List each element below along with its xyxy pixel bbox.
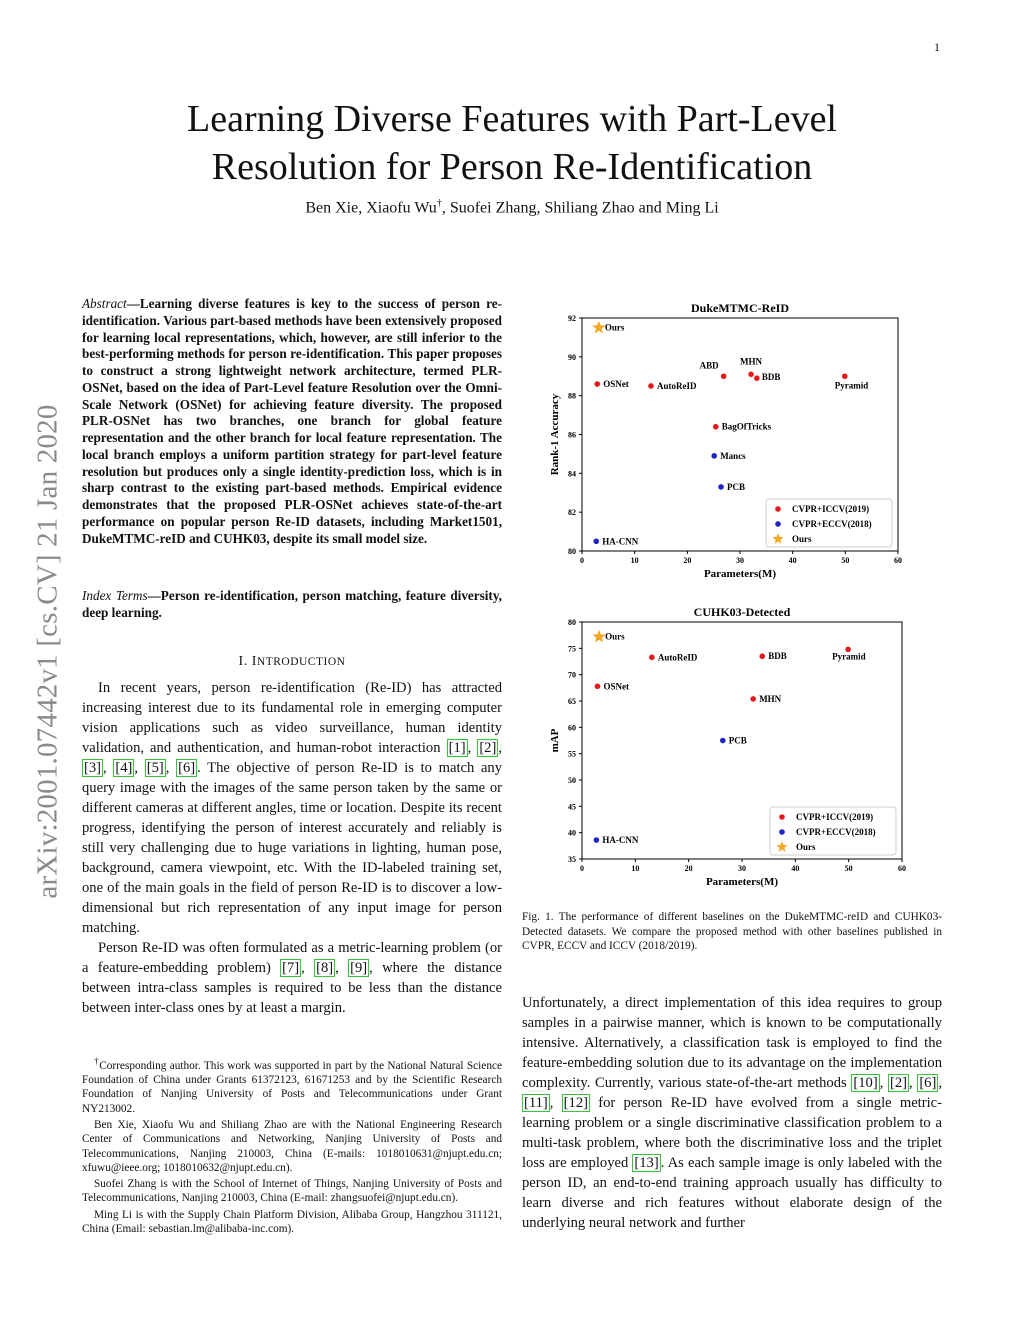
y-axis-label: Rank-1 Accuracy <box>549 393 561 476</box>
data-label: Ours <box>604 322 625 333</box>
data-label: HA-CNN <box>602 536 639 547</box>
y-tick-label: 84 <box>568 469 576 479</box>
data-point <box>720 738 726 744</box>
data-point <box>759 653 765 659</box>
data-label: HA-CNN <box>602 835 639 846</box>
legend-label: Ours <box>796 842 816 852</box>
data-point <box>648 383 654 389</box>
y-tick-label: 60 <box>568 723 576 733</box>
dagger-mark: † <box>436 198 442 209</box>
x-tick-label: 30 <box>736 556 744 565</box>
chart-dukemtmc <box>549 301 902 580</box>
authors-first: Ben Xie, Xiaofu Wu <box>305 199 437 217</box>
citation-link[interactable]: [6] <box>178 760 196 776</box>
citation-link[interactable]: [10] <box>853 1075 878 1091</box>
intro-paragraph-1: In recent years, person re-identification (Re-ID) has attracted increasing interest due to its fundamental role in emerging computer vision applications such as video surveillance, human identity validation, and authentication, and human-robot interaction [1] , [2] , [3] , [4] , [5] , [6] . The objective of person Re-ID is to match any query image with the images of the same person taken by the same or different cameras at different angles, time or location. Despite its recent progress, identifying the person of interest accurately and reliably is still very challenging due to huge variations in lighting, human pose, background, camera viewpoint, etc. With the ID-labeled training set, one of the main goals in the field of person Re-ID is to discover a low-dimensional but rich representation of any input image for person matching. <box>82 680 503 936</box>
y-tick-label: 35 <box>568 855 576 864</box>
data-point-ours <box>592 630 605 643</box>
data-label: MHN <box>759 693 782 704</box>
footnote-corresponding: †Corresponding author. This work was supported in part by the National Natural Science Foundation of China under Grants 61372123, 61671253 and by the Scientific Research Foundation of Nanjing University of Posts and Telecommunications under Grant NY213002. <box>82 1057 502 1115</box>
chart-title: CUHK03-Detected <box>693 605 791 619</box>
data-label: BDB <box>768 651 787 662</box>
data-point <box>595 683 601 689</box>
data-point <box>649 654 655 660</box>
y-tick-label: 80 <box>568 547 576 556</box>
x-tick-label: 20 <box>684 864 693 873</box>
legend-label: CVPR+ICCV(2019) <box>792 504 870 514</box>
x-tick-label: 0 <box>580 864 584 873</box>
footnotes <box>82 1055 502 1238</box>
abstract-label: Abstract <box>82 296 127 311</box>
y-tick-label: 70 <box>568 670 576 680</box>
citation-link[interactable]: [8] <box>316 960 334 976</box>
data-point-ours <box>592 321 605 334</box>
x-tick-label: 60 <box>894 556 902 565</box>
y-tick-label: 50 <box>568 776 576 785</box>
data-point <box>842 373 848 379</box>
y-tick-label: 65 <box>568 697 576 706</box>
index-terms <box>82 588 502 622</box>
introduction-body <box>82 678 502 1018</box>
abstract <box>82 296 502 547</box>
legend-label: Ours <box>792 534 812 544</box>
y-tick-label: 45 <box>568 802 576 812</box>
index-terms-text: —Person re-identification, person matching, feature diversity, deep learning. <box>82 588 502 620</box>
data-point <box>721 373 727 379</box>
data-point <box>593 538 599 544</box>
y-tick-label: 75 <box>568 644 576 654</box>
legend-marker <box>779 829 785 835</box>
legend-marker <box>775 506 781 512</box>
citation-link[interactable]: [4] <box>115 760 133 776</box>
citation-link[interactable]: [12] <box>563 1095 588 1111</box>
legend-label: CVPR+ECCV(2018) <box>796 827 876 837</box>
x-tick-label: 50 <box>841 556 850 565</box>
data-label: MHN <box>740 356 763 367</box>
data-label: OSNet <box>603 681 629 692</box>
y-tick-label: 90 <box>568 352 576 362</box>
citation-link[interactable]: [13] <box>634 1155 659 1171</box>
citation-link[interactable]: [1] <box>448 740 466 756</box>
data-point <box>713 424 719 430</box>
footnote-affiliation-1: Ben Xie, Xiaofu Wu and Shiliang Zhao are with the National Engineering Research Center of Communications and Networking, Nanjing University of Posts and Telecommunications, Nanjing 210003, China (E-mails: 1018010631@njupt.edu.cn; xfuwu@ieee.org; 1018010632@njupt.edu.cn). <box>82 1118 502 1174</box>
data-label: Pyramid <box>832 651 866 662</box>
data-label: AutoReID <box>657 652 698 663</box>
legend-marker <box>775 521 781 527</box>
y-tick-label: 82 <box>568 508 576 518</box>
data-point <box>754 375 760 381</box>
citation-link[interactable]: [5] <box>146 760 164 776</box>
authors-rest: , Suofei Zhang, Shiliang Zhao and Ming Li <box>441 199 719 217</box>
citation-link[interactable]: [6] <box>919 1075 937 1091</box>
data-point <box>594 837 600 843</box>
legend-marker <box>779 814 785 820</box>
data-label: OSNet <box>603 379 629 390</box>
x-tick-label: 10 <box>630 556 639 565</box>
citation-link[interactable]: [2] <box>889 1075 908 1091</box>
x-tick-label: 10 <box>631 864 640 873</box>
y-tick-label: 80 <box>568 618 576 627</box>
data-point <box>711 453 717 459</box>
data-label: BagOfTricks <box>721 421 772 432</box>
citation-link[interactable]: [2] <box>479 740 497 756</box>
author-list <box>0 198 1024 217</box>
y-tick-label: 86 <box>568 430 576 440</box>
data-point <box>718 484 724 490</box>
data-point <box>748 372 754 378</box>
citation-link[interactable]: [3] <box>84 760 102 776</box>
footnote-affiliation-3: Ming Li is with the Supply Chain Platform Division, Alibaba Group, Hangzhou 311121, China (Email: sebastian.lm@alibaba-inc.com). <box>82 1208 502 1236</box>
right-column-body: Unfortunately, a direct implementation of this idea requires to group samples in a pairwise manner, which is known to be computationally intensive. Alternatively, a classification task is employed to find the feature-embedding solution due to its advantage on the implementation complexity. Currently, various state-of-the-art methods [10] , [2] , [6] , [11] , [12] for person Re-ID have evolved from a single metric-learning problem or a single discriminative classification problem to a multi-task problem, where both the discriminative loss and the triplet loss are employed [13] . As each sample image is only labeled with the person ID, an end-to-end training approach usually has difficulty to learn diverse and rich features without elaborate design of the underlying neural network and further <box>522 995 942 1231</box>
section-heading-introduction: I. INTRODUCTION <box>238 654 346 669</box>
data-label: Ours <box>605 631 625 642</box>
data-label: ABD <box>699 360 719 371</box>
data-label: BDB <box>761 372 781 383</box>
y-tick-label: 40 <box>568 828 576 838</box>
page-number: 1 <box>934 40 940 54</box>
data-label: PCB <box>727 481 746 492</box>
x-tick-label: 20 <box>683 556 692 565</box>
legend-label: CVPR+ECCV(2018) <box>792 519 872 529</box>
y-axis-label: mAP <box>549 728 561 753</box>
data-label: Pyramid <box>834 380 869 391</box>
paper-title <box>0 95 1024 191</box>
title-line-1: Learning Diverse Features with Part-Level <box>187 98 837 140</box>
data-label: PCB <box>728 735 747 746</box>
x-tick-label: 0 <box>580 556 584 565</box>
figure-1 <box>545 296 915 896</box>
data-point <box>750 696 756 702</box>
data-label: Mancs <box>720 450 746 461</box>
abstract-text: —Learning diverse features is key to the success of person re-identification. Various part-based methods have been extensively proposed for learning local representations, which, however, are still inferior to the best-performing methods for person re-identification. This paper proposes to construct a strong lightweight network architecture, termed PLR-OSNet, based on the idea of Part-Level feature Resolution over the Omni-Scale Network (OSNet) for achieving feature diversity. The proposed PLR-OSNet has two branches, one branch for global feature representation and the other branch for local feature representation. The local branch employs a uniform partition strategy for part-level feature resolution but produces only a single identity-prediction loss, which is in sharp contrast to the existing part-based methods. Empirical evidence demonstrates that the proposed PLR-OSNet achieves state-of-the-art performance on popular person Re-ID datasets, including Market1501, DukeMTMC-reID and CUHK03, despite its small model size. <box>82 296 502 546</box>
chart-title: DukeMTMC-ReID <box>691 301 789 315</box>
x-axis-label: Parameters(M) <box>705 876 779 888</box>
x-axis-label: Parameters(M) <box>703 568 777 580</box>
x-tick-label: 50 <box>844 864 853 873</box>
y-tick-label: 55 <box>568 749 576 759</box>
chart-cuhk03 <box>549 605 906 888</box>
citation-link[interactable]: [7] <box>282 960 300 976</box>
x-tick-label: 40 <box>791 864 800 873</box>
data-label: AutoReID <box>656 380 697 391</box>
legend-label: CVPR+ICCV(2019) <box>796 812 874 822</box>
y-tick-label: 92 <box>568 314 576 323</box>
title-line-2: Resolution for Person Re-Identification <box>211 146 813 188</box>
data-point <box>594 381 600 387</box>
footnote-affiliation-2: Suofei Zhang is with the School of Internet of Things, Nanjing University of Posts and Telecommunications, Nanjing 210003, China (E-mail: zhangsuofei@njupt.edu.cn). <box>82 1178 502 1205</box>
x-tick-label: 40 <box>788 556 797 565</box>
intro-paragraph-2: Person Re-ID was often formulated as a metric-learning problem (or a feature-embedding problem) [7] , [8] , [9] , where the distance between intra-class samples is required to be less than the distance between inter-class ones by at least a margin. <box>82 940 503 1016</box>
citation-link[interactable]: [11] <box>524 1095 548 1111</box>
arxiv-identifier: arXiv:2001.07442v1 [cs.CV] 21 Jan 2020 <box>31 404 64 899</box>
index-terms-label: Index Terms <box>82 588 148 603</box>
x-tick-label: 60 <box>898 864 906 873</box>
x-tick-label: 30 <box>738 864 746 873</box>
y-tick-label: 88 <box>568 391 576 401</box>
citation-link[interactable]: [9] <box>350 960 368 976</box>
figure-caption: Fig. 1. The performance of different baselines on the DukeMTMC-reID and CUHK03-Detected datasets. We compare the proposed method with other baselines published in CVPR, ECCV and ICCV (2018/2019). <box>522 911 942 952</box>
